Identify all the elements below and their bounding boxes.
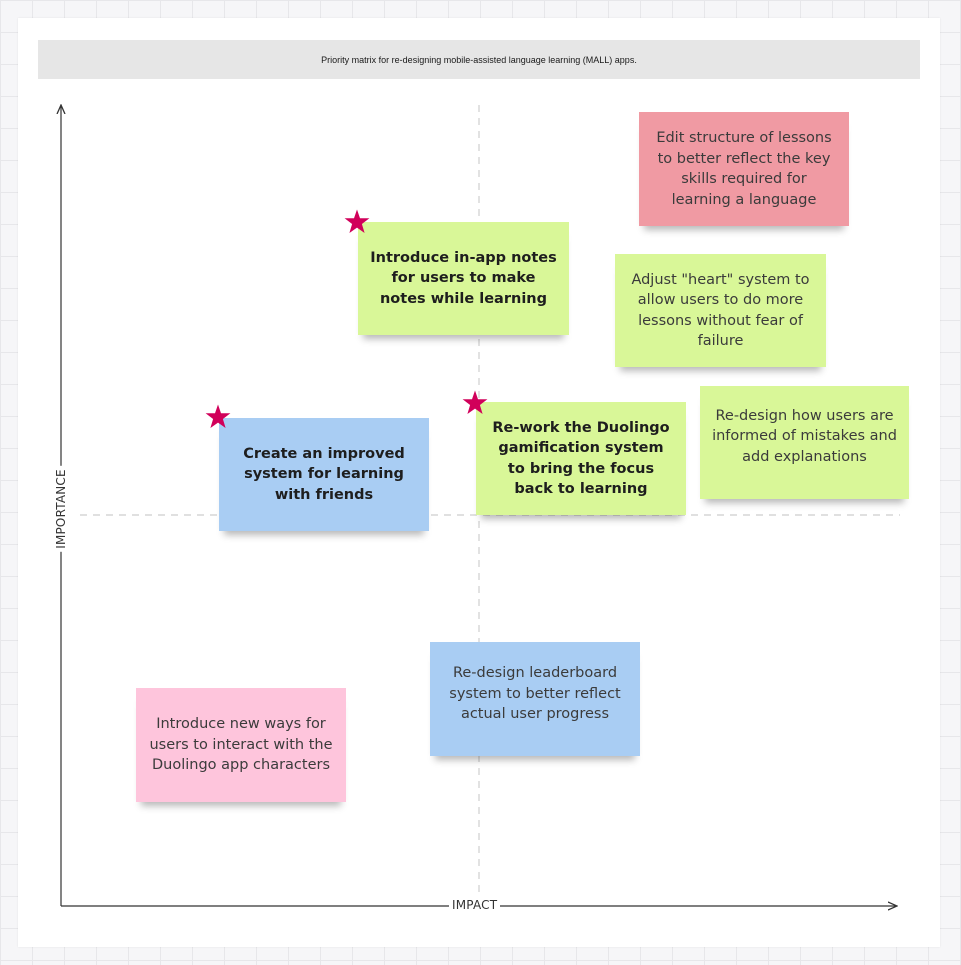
sticky-note-heart-system[interactable]: Adjust "heart" system to allow users to do more lessons without fear of failure	[615, 254, 826, 367]
matrix-title[interactable]: Priority matrix for re-designing mobile-assisted language learning (MALL) apps.	[38, 40, 920, 79]
star-icon	[461, 389, 489, 417]
sticky-note-mistakes[interactable]: Re-design how users are informed of mistakes and add explanations	[700, 386, 909, 499]
star-shape	[463, 391, 488, 415]
star-icon	[343, 208, 371, 236]
sticky-note-edit-lesson-structure[interactable]: Edit structure of lessons to better reflect the key skills required for learning a language	[639, 112, 849, 226]
sticky-note-in-app-notes[interactable]: Introduce in-app notes for users to make notes while learning	[358, 222, 569, 335]
sticky-note-leaderboard[interactable]: Re-design leaderboard system to better reflect actual user progress	[430, 642, 640, 756]
star-icon	[204, 403, 232, 431]
x-axis-label: IMPACT	[449, 898, 500, 912]
sticky-note-gamification[interactable]: Re-work the Duolingo gamification system to bring the focus back to learning	[476, 402, 686, 515]
sticky-note-characters[interactable]: Introduce new ways for users to interact with the Duolingo app characters	[136, 688, 346, 802]
sticky-note-learning-with-friends[interactable]: Create an improved system for learning with friends	[219, 418, 429, 531]
star-shape	[206, 405, 231, 429]
y-axis-label: IMPORTANCE	[54, 466, 68, 552]
star-shape	[345, 210, 370, 234]
